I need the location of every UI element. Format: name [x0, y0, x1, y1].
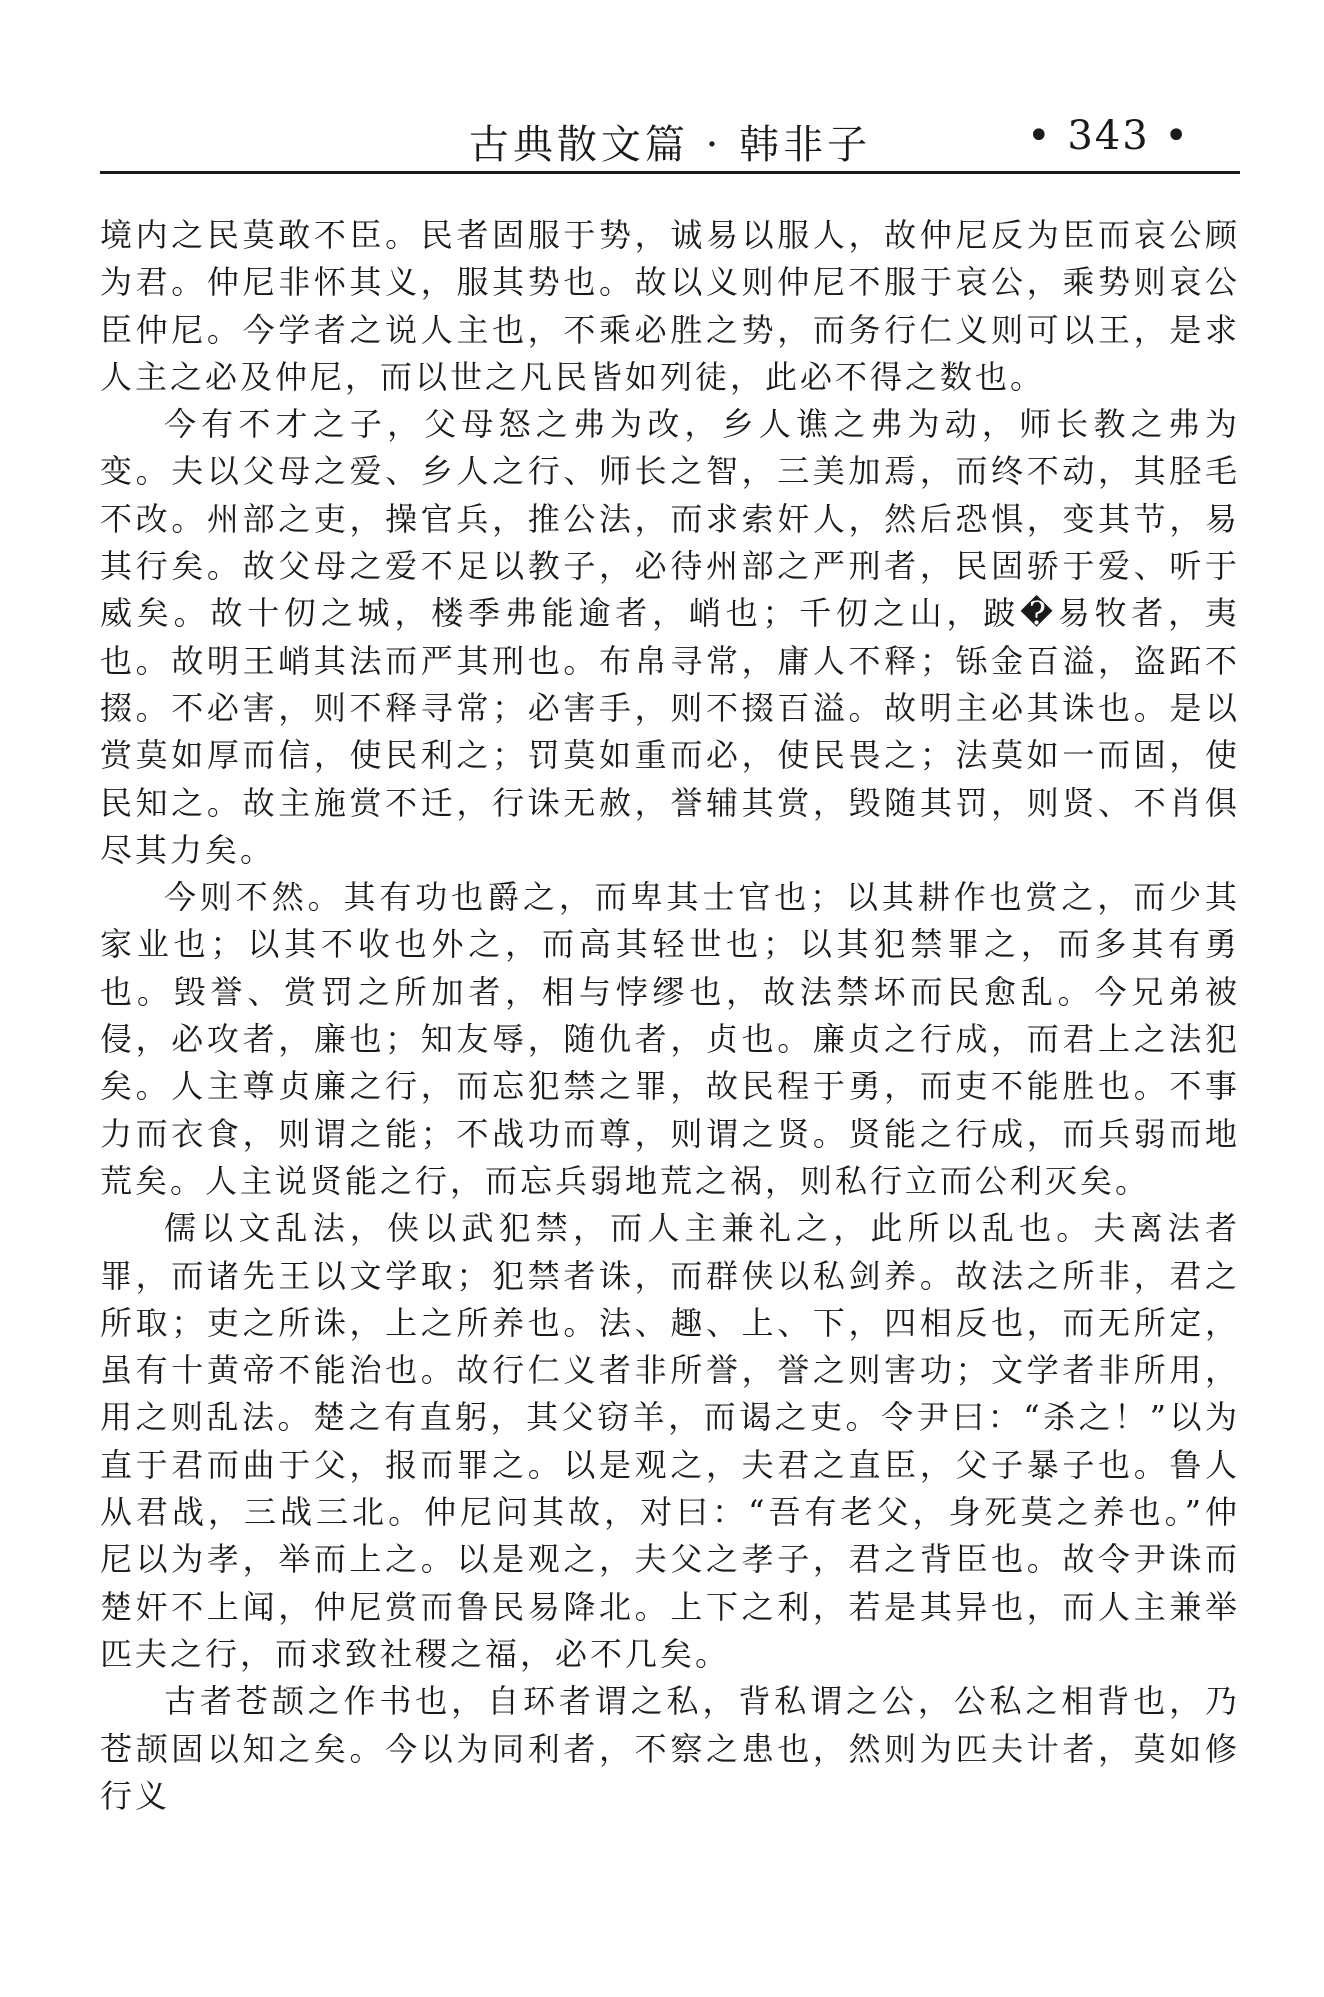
paragraph-4: 儒以文乱法，侠以武犯禁，而人主兼礼之，此所以乱也。夫离法者罪，而诸先王以文学取；犯禁者诛，而群侠以私剑养。故法之所非，君之所取；吏之所诛，上之所养也。法、趣、上、下，四相反也，而无所定，虽有十黄帝不能治也。故行仁义者非所誉，誉之则害功；文学者非所用，用之则乱法。楚之有直躬，其父窃羊，而谒之吏。令尹曰：“杀之！”以为直于君而曲于父，报而罪之。以是观之，夫君之直臣，父子暴子也。鲁人从君战，三战三北。仲尼问其故，对曰：“吾有老父，身死莫之养也。”仲尼以为孝，举而上之。以是观之，夫父之孝子，君之背臣也。故令尹诛而楚奸不上闻，仲尼赏而鲁民易降北。上下之利，若是其异也，而人主兼举匹夫之行，而求致社稷之福，必不几矣。: [100, 1209, 1240, 1673]
header-rule: [100, 171, 1240, 174]
body-text: [100, 212, 1240, 1820]
paragraph-5: 古者苍颉之作书也，自环者谓之私，背私谓之公，公私之相背也，乃苍颉固以知之矣。今以为同利者，不察之患也，然则为匹夫计者，莫如修行义: [100, 1682, 1240, 1815]
page-header: [100, 95, 1240, 175]
paragraph-3: 今则不然。其有功也爵之，而卑其士官也；以其耕作也赏之，而少其家业也；以其不收也外之，而高其轻世也；以其犯禁罪之，而多其有勇也。毁誉、赏罚之所加者，相与悖缪也，故法禁坏而民愈乱。今兄弟被侵，必攻者，廉也；知友辱，随仇者，贞也。廉贞之行成，而君上之法犯矣。人主尊贞廉之行，而忘犯禁之罪，故民程于勇，而吏不能胜也。不事力而衣食，则谓之能；不战功而尊，则谓之贤。贤能之行成，而兵弱而地荒矣。人主说贤能之行，而忘兵弱地荒之祸，则私行立而公利灭矣。: [100, 878, 1240, 1200]
paragraph-2: 今有不才之子，父母怒之弗为改，乡人谯之弗为动，师长教之弗为变。夫以父母之爱、乡人之行、师长之智，三美加焉，而终不动，其胫毛不改。州部之吏，操官兵，推公法，而求索奸人，然后恐惧，变其节，易其行矣。故父母之爱不足以教子，必待州部之严刑者，民固骄于爱、听于威矣。故十仞之城，楼季弗能逾者，峭也；千仞之山，跛�易牧者，夷也。故明王峭其法而严其刑也。布帛寻常，庸人不释；铄金百溢，盗跖不掇。不必害，则不释寻常；必害手，则不掇百溢。故明主必其诛也。是以赏莫如厚而信，使民利之；罚莫如重而必，使民畏之；法莫如一而固，使民知之。故主施赏不迁，行诛无赦，誉辅其赏，毁随其罚，则贤、不肖俱尽其力矣。: [100, 405, 1240, 869]
paragraph-1: 境内之民莫敢不臣。民者固服于势，诚易以服人，故仲尼反为臣而哀公顾为君。仲尼非怀其义，服其势也。故以义则仲尼不服于哀公，乘势则哀公臣仲尼。今学者之说人主也，不乘必胜之势，而务行仁义则可以王，是求人主之必及仲尼，而以世之凡民皆如列徒，此必不得之数也。: [100, 216, 1240, 396]
running-title: 古典散文篇 · 韩非子: [468, 122, 872, 168]
page-number: • 343 •: [1027, 113, 1190, 159]
